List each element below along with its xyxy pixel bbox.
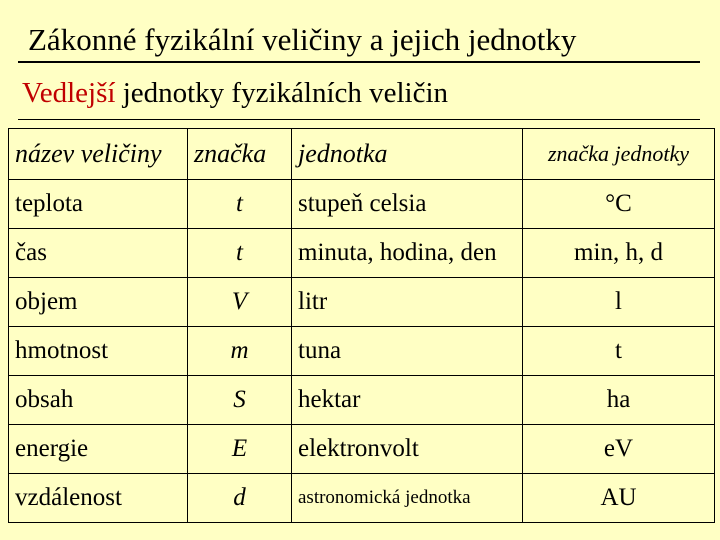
quantity-symbol: E	[188, 425, 292, 474]
quantity-symbol: V	[188, 278, 292, 327]
table-row	[9, 474, 715, 523]
subtitle-accent-word: Vedlejší	[22, 77, 116, 109]
quantity-symbol: t	[188, 229, 292, 278]
table-header-row	[9, 129, 715, 180]
quantity-symbol: S	[188, 376, 292, 425]
title-divider	[18, 61, 700, 63]
subtitle-divider	[18, 119, 700, 120]
unit-name: litr	[292, 278, 523, 327]
quantity-name: obsah	[9, 376, 188, 425]
unit-symbol: °C	[523, 180, 715, 229]
quantity-symbol: m	[188, 327, 292, 376]
quantity-name: hmotnost	[9, 327, 188, 376]
table-row	[9, 425, 715, 474]
quantity-name: teplota	[9, 180, 188, 229]
header-unit-symbol: značka jednotky	[523, 129, 715, 180]
unit-name: stupeň celsia	[292, 180, 523, 229]
header-quantity-name: název veličiny	[9, 129, 188, 180]
header-unit: jednotka	[292, 129, 523, 180]
unit-name: elektronvolt	[292, 425, 523, 474]
subtitle-rest: jednotky fyzikálních veličin	[115, 77, 449, 109]
quantity-name: vzdálenost	[9, 474, 188, 523]
quantity-name: objem	[9, 278, 188, 327]
unit-symbol: AU	[523, 474, 715, 523]
unit-symbol: eV	[523, 425, 715, 474]
table-row	[9, 278, 715, 327]
quantity-symbol: d	[188, 474, 292, 523]
quantity-symbol: t	[188, 180, 292, 229]
unit-symbol: t	[523, 327, 715, 376]
unit-name: hektar	[292, 376, 523, 425]
units-table	[8, 128, 715, 523]
unit-symbol: ha	[523, 376, 715, 425]
unit-symbol: l	[523, 278, 715, 327]
unit-symbol: min, h, d	[523, 229, 715, 278]
unit-name: astronomická jednotka	[292, 474, 523, 523]
quantity-name: energie	[9, 425, 188, 474]
table-row	[9, 376, 715, 425]
quantity-name: čas	[9, 229, 188, 278]
unit-name: tuna	[292, 327, 523, 376]
section-subtitle	[22, 74, 448, 112]
table-row	[9, 229, 715, 278]
page-title: Zákonné fyzikální veličiny a jejich jednotky	[28, 22, 577, 57]
table-row	[9, 327, 715, 376]
unit-name: minuta, hodina, den	[292, 229, 523, 278]
header-symbol: značka	[188, 129, 292, 180]
table-row	[9, 180, 715, 229]
